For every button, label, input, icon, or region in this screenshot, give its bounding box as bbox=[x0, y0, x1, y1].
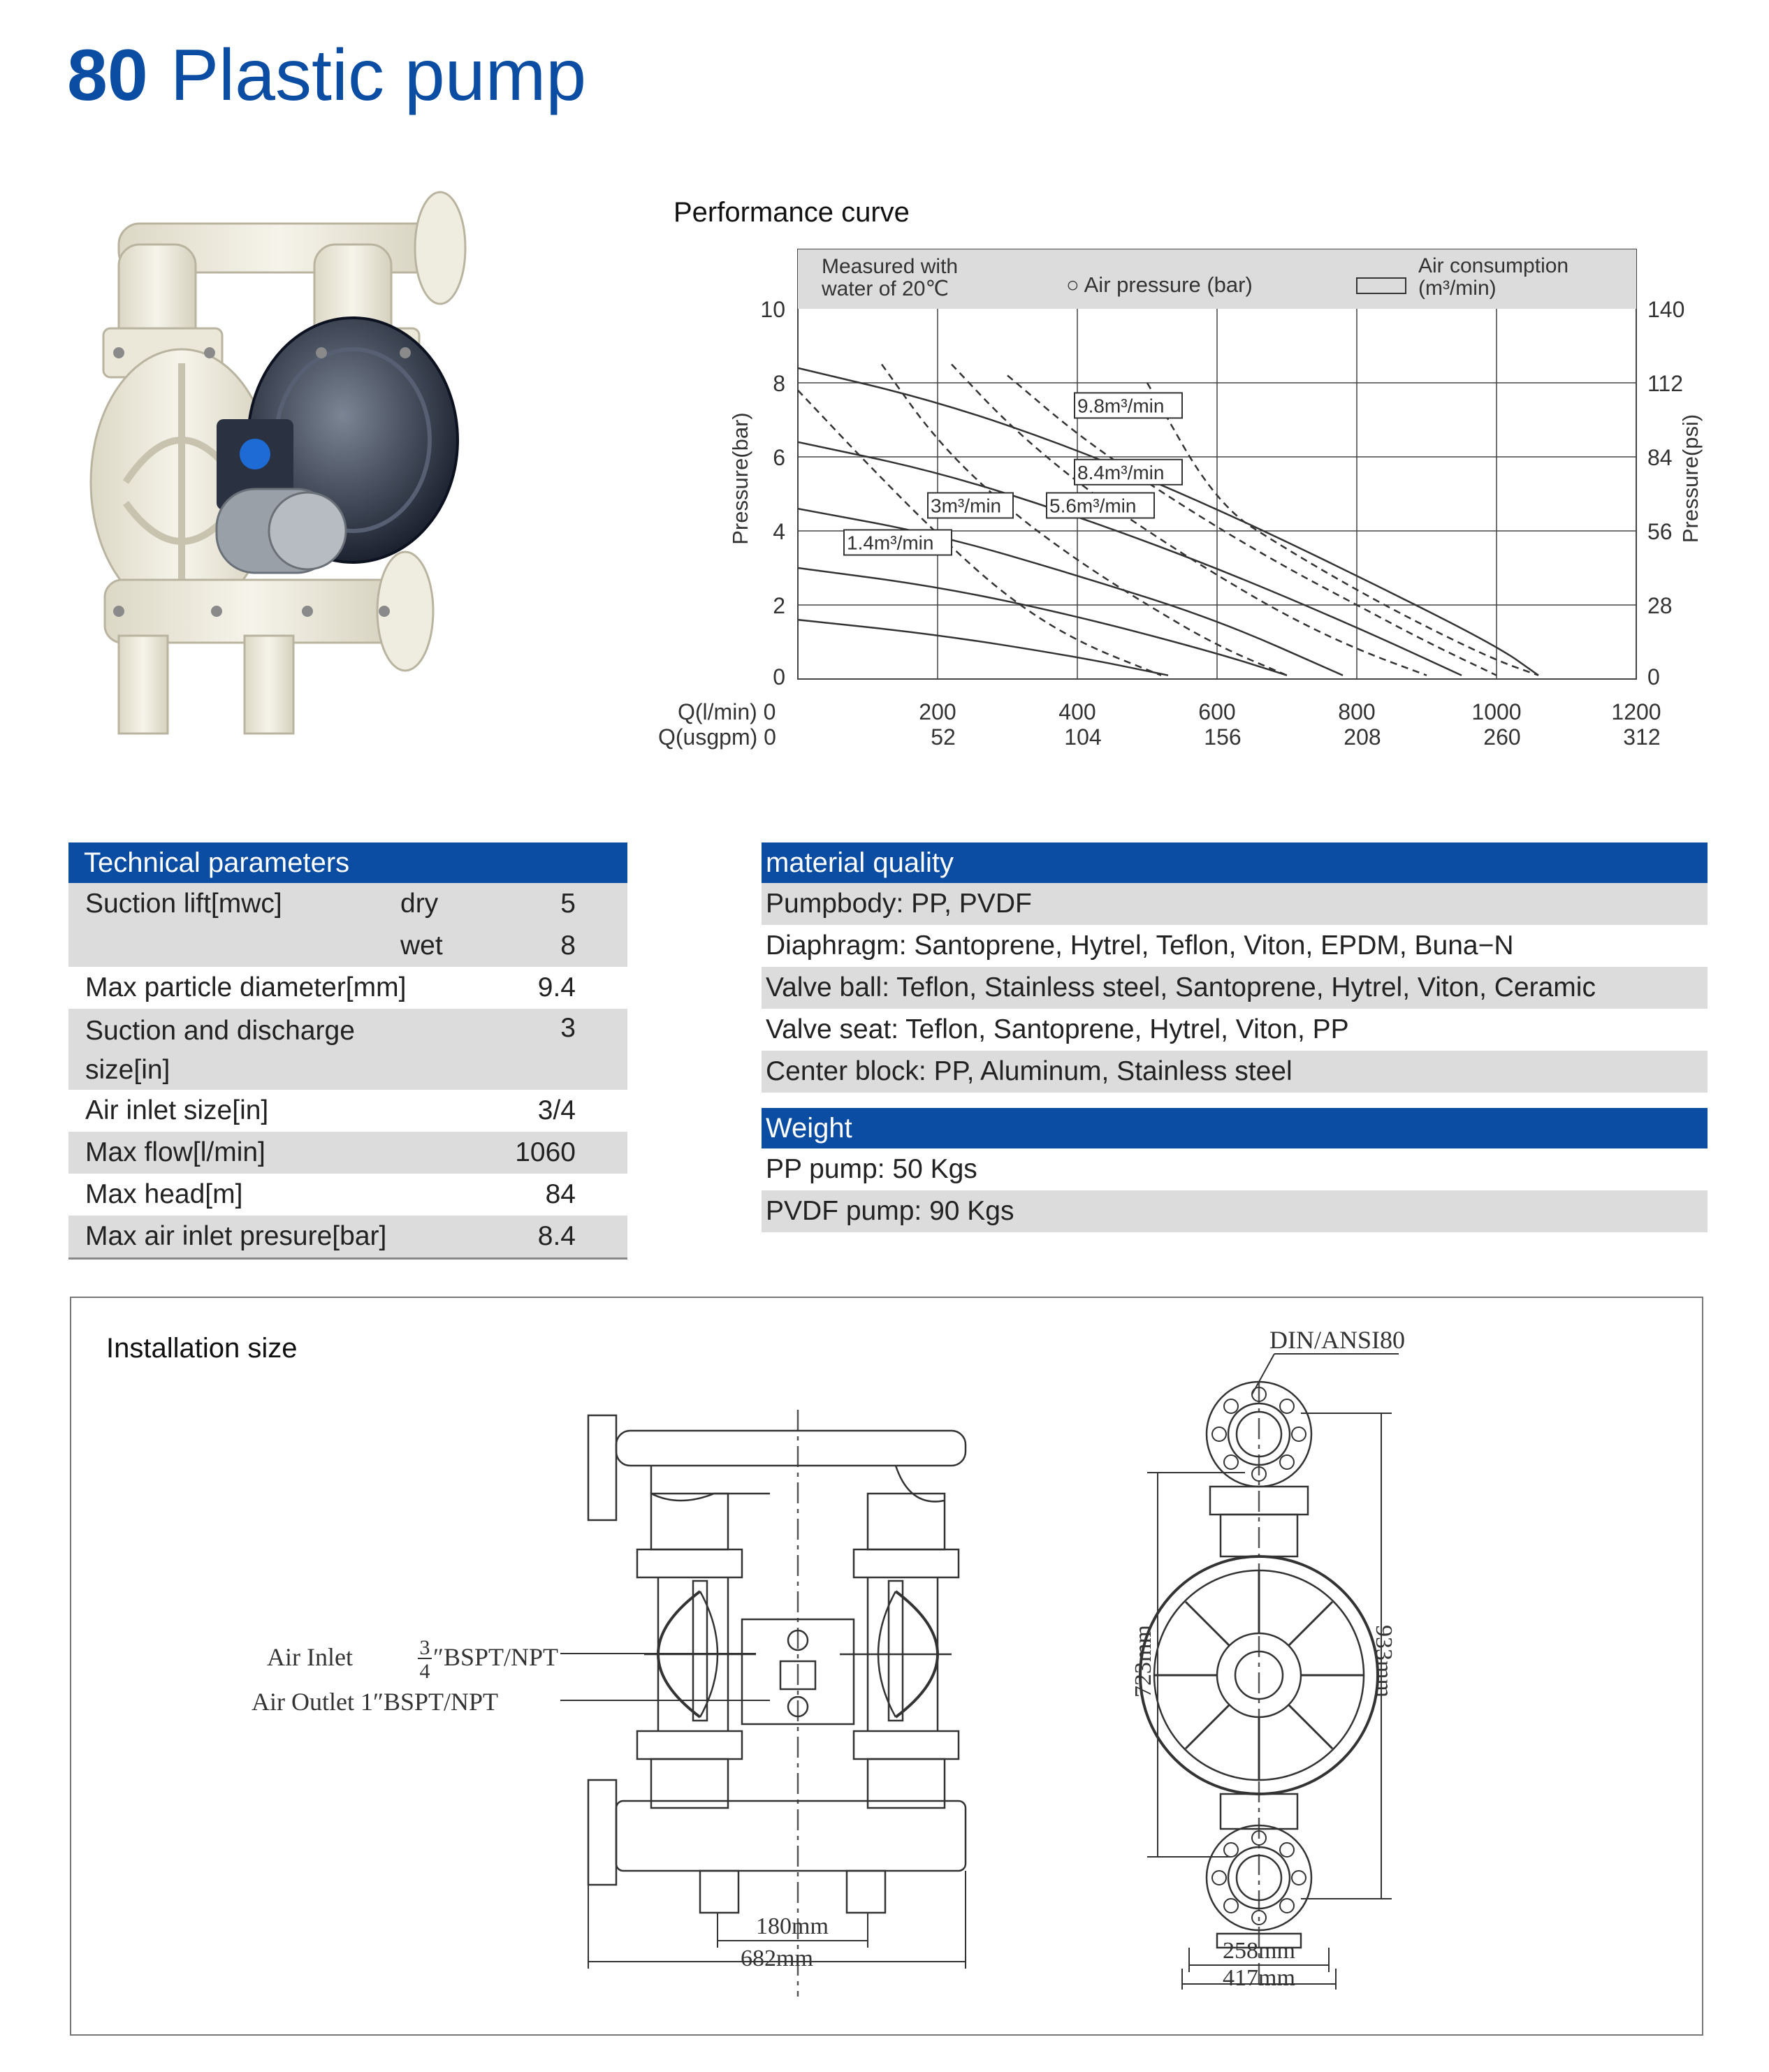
din-ansi-label: DIN/ANSI80 bbox=[1269, 1326, 1405, 1354]
table-row: Pumpbody: PP, PVDF bbox=[762, 883, 1708, 925]
table-row bbox=[68, 1009, 627, 1090]
cell-value: 3 bbox=[560, 1013, 576, 1043]
cell-label: Max air inlet presure[bar] bbox=[85, 1221, 387, 1251]
air-label: 5.6m³/min bbox=[1049, 495, 1137, 517]
page-title bbox=[67, 35, 587, 116]
weight-header: Weight bbox=[762, 1108, 1708, 1148]
air-outlet-label: Air Outlet 1″BSPT/NPT bbox=[252, 1688, 499, 1716]
x-tick-usgpm: 104 bbox=[1064, 724, 1102, 750]
cell-label: Max particle diameter[mm] bbox=[85, 972, 407, 1002]
table-row bbox=[68, 1216, 627, 1257]
air-label: 9.8m³/min bbox=[1077, 395, 1165, 417]
air-consumption-curve bbox=[1147, 383, 1538, 676]
table-bottom-rule bbox=[68, 1257, 627, 1260]
cell-value: 9.4 bbox=[537, 972, 576, 1002]
y-tick-left: 4 bbox=[773, 519, 785, 544]
cell-label bbox=[85, 1012, 355, 1090]
tech-header: Technical parameters bbox=[68, 842, 627, 883]
title-number: 80 bbox=[67, 35, 148, 116]
legend-air-consumption-2: (m³/min) bbox=[1418, 277, 1497, 300]
air-label: 8.4m³/min bbox=[1077, 461, 1165, 483]
air-inlet-thread: ″BSPT/NPT bbox=[433, 1643, 559, 1671]
table-row: Diaphragm: Santoprene, Hytrel, Teflon, Viton, EPDM, Buna−N bbox=[766, 931, 1514, 961]
y-tick-right: 84 bbox=[1647, 445, 1673, 470]
x-tick-usgpm: 260 bbox=[1483, 724, 1521, 750]
air-inlet-fraction-den: 4 bbox=[419, 1660, 430, 1683]
table-row: Valve ball: Teflon, Stainless steel, Santoprene, Hytrel, Viton, Ceramic bbox=[762, 967, 1708, 1009]
table-row bbox=[68, 967, 627, 1009]
cell-label-line1: Suction and discharge bbox=[85, 1016, 355, 1046]
x-tick-lmin: 1200 bbox=[1611, 699, 1661, 724]
y-tick-left: 6 bbox=[773, 445, 785, 470]
dim-933: 933mm bbox=[1371, 1625, 1397, 1698]
dim-682: 682mm bbox=[741, 1946, 813, 1971]
dim-723: 723mm bbox=[1130, 1625, 1156, 1698]
title-text: Plastic pump bbox=[170, 35, 587, 116]
legend-air-consumption-1: Air consumption bbox=[1418, 254, 1569, 277]
pressure-curve bbox=[798, 568, 1287, 676]
y-axis-left-title: Pressure(bar) bbox=[728, 412, 752, 545]
chart-grid bbox=[760, 249, 1684, 750]
legend-air-pressure: ○ Air pressure (bar) bbox=[1066, 272, 1253, 297]
x-tick-lmin: 800 bbox=[1338, 699, 1376, 724]
x-tick-usgpm: 156 bbox=[1204, 724, 1242, 750]
technical-parameters-table bbox=[68, 842, 627, 1260]
dim-417: 417mm bbox=[1223, 1965, 1295, 1991]
x-tick-lmin: 600 bbox=[1198, 699, 1236, 724]
y-tick-right: 0 bbox=[1647, 664, 1660, 690]
x-tick-usgpm: 312 bbox=[1623, 724, 1661, 750]
air-label: 1.4m³/min bbox=[847, 532, 934, 554]
performance-chart bbox=[657, 238, 1747, 768]
cell-label-line2: size[in] bbox=[85, 1055, 170, 1085]
cell-value: 1060 bbox=[515, 1137, 576, 1167]
cell-label: Suction lift[mwc] bbox=[85, 889, 282, 919]
air-label: 3m³/min bbox=[931, 495, 1002, 517]
material-header: material quality bbox=[762, 842, 1708, 883]
dim-180: 180mm bbox=[756, 1913, 829, 1939]
x-tick-usgpm: 208 bbox=[1344, 724, 1381, 750]
legend-note-2: water of 20℃ bbox=[822, 277, 949, 300]
pump-photo bbox=[77, 189, 524, 740]
y-tick-right: 28 bbox=[1647, 593, 1673, 618]
cell-value: 8 bbox=[560, 931, 576, 961]
weight-table bbox=[762, 1108, 1708, 1232]
table-row bbox=[68, 925, 627, 967]
cell-value: 5 bbox=[560, 889, 576, 919]
x-axis-label-usgpm: Q(usgpm) 0 bbox=[658, 724, 776, 750]
dim-258: 258mm bbox=[1223, 1938, 1295, 1964]
table-row bbox=[68, 1090, 627, 1132]
table-row bbox=[68, 1174, 627, 1216]
x-tick-lmin: 200 bbox=[919, 699, 956, 724]
x-axis-label-lmin: Q(l/min) 0 bbox=[678, 699, 776, 724]
cell-label: Max flow[l/min] bbox=[85, 1137, 265, 1167]
air-inlet-label: Air Inlet bbox=[267, 1643, 353, 1671]
installation-drawings bbox=[71, 1298, 1702, 2034]
installation-title: Installation size bbox=[106, 1333, 298, 1364]
cell-sub: wet bbox=[400, 931, 443, 961]
table-row: Valve seat: Teflon, Santoprene, Hytrel, Viton, PP bbox=[766, 1014, 1349, 1044]
y-tick-left: 10 bbox=[760, 297, 785, 322]
x-tick-lmin: 1000 bbox=[1471, 699, 1522, 724]
table-row: Center block: PP, Aluminum, Stainless steel bbox=[762, 1051, 1708, 1093]
chart-title: Performance curve bbox=[674, 197, 910, 228]
x-tick-usgpm: 52 bbox=[931, 724, 956, 750]
installation-size-panel bbox=[70, 1297, 1703, 2036]
cell-value: 84 bbox=[545, 1179, 576, 1209]
table-row: PVDF pump: 90 Kgs bbox=[762, 1190, 1708, 1232]
cell-label: Max head[m] bbox=[85, 1179, 243, 1209]
air-inlet-fraction-num: 3 bbox=[419, 1636, 430, 1659]
front-view-drawing bbox=[560, 1410, 966, 1997]
x-tick-lmin: 400 bbox=[1058, 699, 1096, 724]
y-tick-right: 140 bbox=[1647, 297, 1685, 322]
y-tick-right: 112 bbox=[1647, 371, 1684, 396]
cell-sub: dry bbox=[400, 889, 439, 919]
side-view-drawing bbox=[1140, 1354, 1399, 1990]
cell-value: 3/4 bbox=[537, 1095, 576, 1125]
y-tick-left: 8 bbox=[773, 371, 785, 396]
pressure-curve bbox=[798, 620, 1168, 676]
legend-note-1: Measured with bbox=[822, 255, 959, 278]
y-tick-left: 2 bbox=[773, 593, 785, 618]
table-row: PP pump: 50 Kgs bbox=[766, 1154, 977, 1184]
table-row bbox=[68, 1132, 627, 1174]
y-axis-right-title: Pressure(psi) bbox=[1678, 414, 1703, 543]
cell-value: 8.4 bbox=[537, 1221, 576, 1251]
y-tick-right: 56 bbox=[1647, 519, 1673, 544]
y-tick-left: 0 bbox=[773, 664, 785, 690]
table-row bbox=[68, 883, 627, 925]
material-quality-table bbox=[762, 842, 1708, 1093]
cell-label: Air inlet size[in] bbox=[85, 1095, 269, 1125]
